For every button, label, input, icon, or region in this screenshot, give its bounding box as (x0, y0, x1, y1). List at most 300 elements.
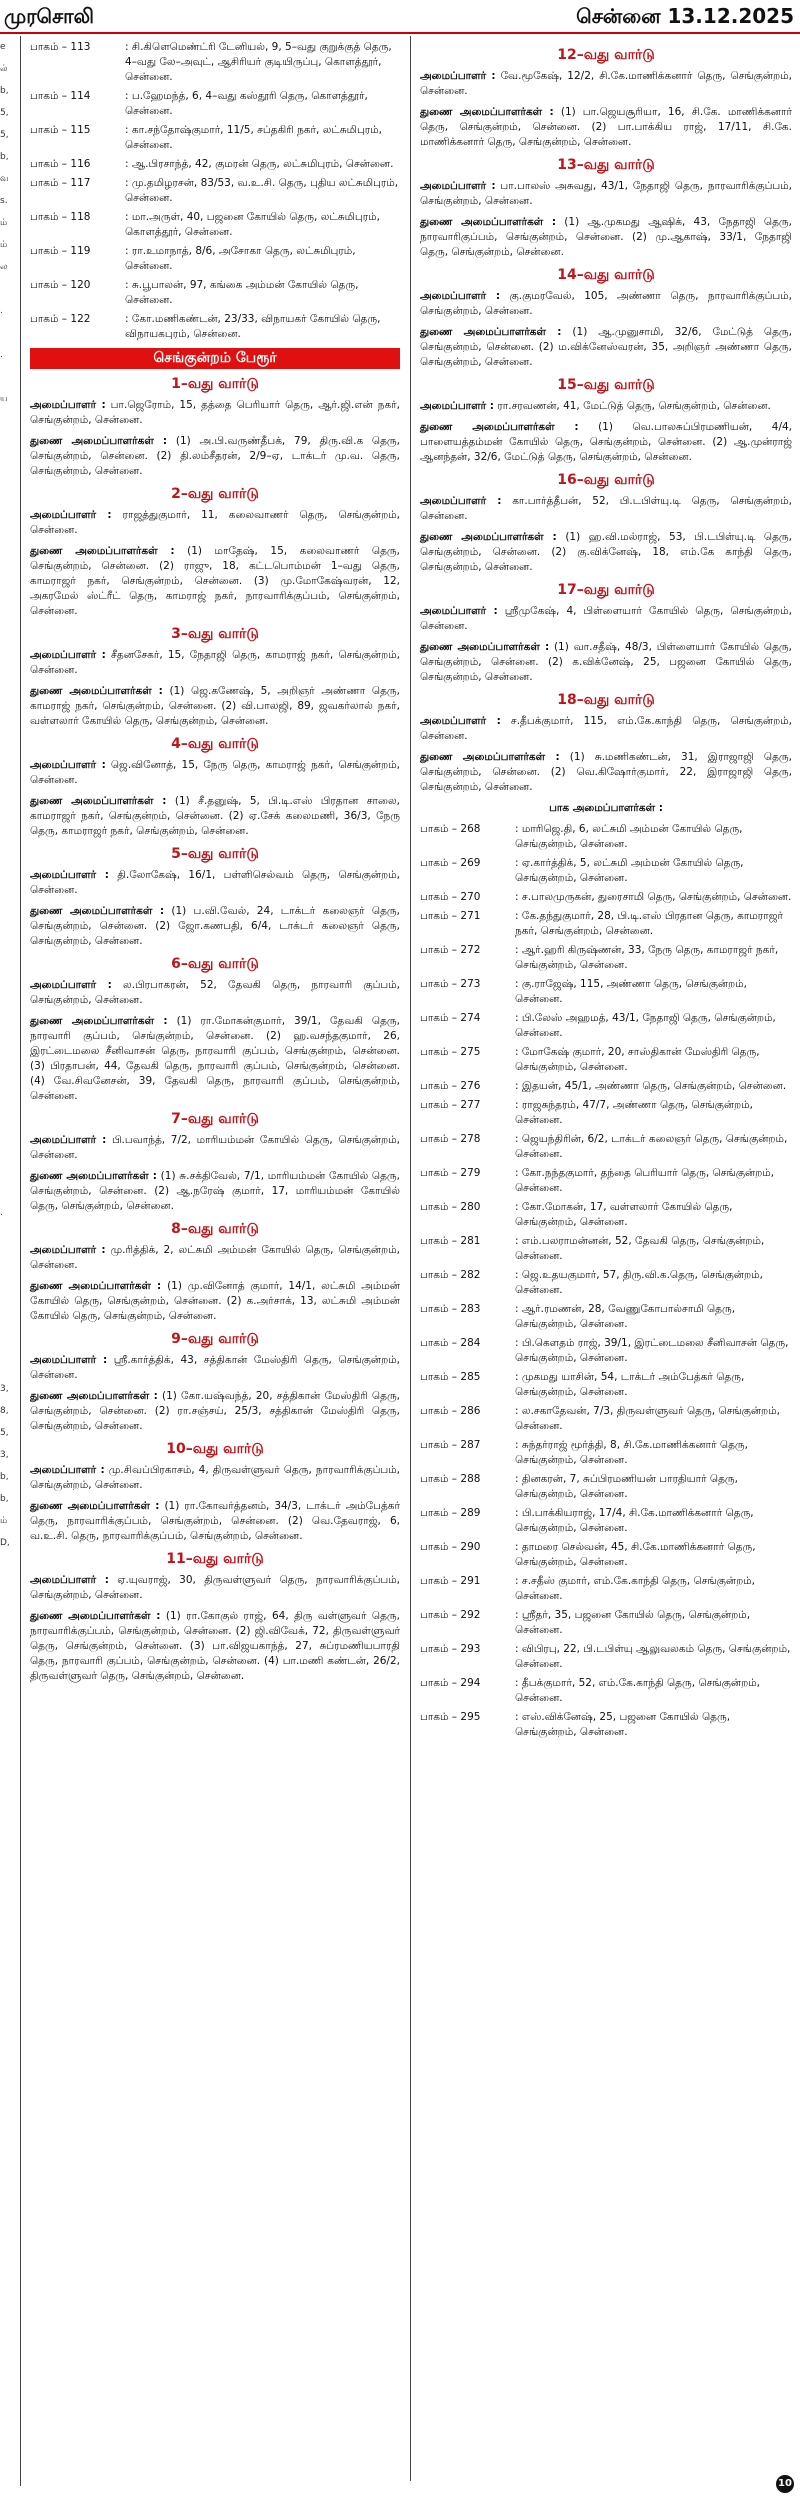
edge-fragment: 5, (0, 1428, 9, 1438)
edge-fragment (0, 850, 10, 872)
role-details: ராஜத்துகுமார், 11, கலைவாணர் தெரு, செங்குன்றம், சென்னை. (30, 509, 401, 536)
role-details: (1) கோ.யஷ்வந்த், 20, சத்திகான் மேஸ்திரி தெரு, செங்குன்றம், சென்னை. (2) ரா.சஞ்சய், 25/3, சத்திகான் மேஸ்திரி தெரு, செங்குன்றம், சென்னை. (30, 1390, 401, 1432)
booth-row (420, 1472, 792, 1502)
role-details: பா.ஜெரோம், 15, தத்தை பெரியார் தெரு, ஆர்.ஜி.என் நகர், செங்குன்றம், சென்னை. (30, 399, 400, 426)
booth-organizer: : மாரிஜெ.தி, 6, லட்சுமி அம்மன் கோயில் தெரு, செங்குன்றம், சென்னை. (515, 823, 743, 850)
role-label: அமைப்பாளர் : (420, 495, 502, 507)
booth-row (30, 244, 400, 274)
booth-organizer: : ச.சதீஸ் குமார், எம்.கே.காந்தி தெரு, செங்குன்றம், சென்னை. (515, 1575, 756, 1602)
edge-fragment (0, 740, 10, 762)
newspaper-name: முரசொலி (4, 4, 94, 28)
ward-entry (420, 105, 792, 150)
booth-row (30, 176, 400, 206)
ward-entry (30, 684, 400, 729)
edge-fragment (0, 1048, 10, 1070)
booth-label: பாகம் – 294 (420, 1677, 481, 1689)
edge-fragment (0, 1026, 10, 1048)
ward-entry (30, 434, 400, 479)
booth-row (420, 1404, 792, 1434)
edge-fragment (0, 1136, 10, 1158)
booth-row (420, 1438, 792, 1468)
booth-label: பாகம் – 118 (30, 211, 91, 223)
booth-organizer: : ஆர்.ஹரி கிருஷ்ணன், 33, நேரு தெரு, காமராஜர் நகர், செங்குன்றம், சென்னை. (515, 944, 779, 971)
role-label: துணை அமைப்பாளர்கள் : (30, 545, 175, 557)
booth-label: பாகம் – 272 (420, 944, 481, 956)
booth-row (420, 1079, 792, 1094)
booth-label: பாகம் – 113 (30, 41, 91, 53)
edge-fragment (0, 2060, 10, 2082)
booth-organizers-heading: பாக அமைப்பாளர்கள் : (549, 802, 663, 814)
column-divider (20, 36, 21, 2486)
edge-fragment: 8, (0, 1406, 9, 1416)
role-label: துணை அமைப்பாளர்கள் : (420, 751, 560, 763)
role-details: ச.தீபக்குமார், 115, எம்.கே.காந்தி தெரு, செங்குன்றம், சென்னை. (420, 715, 793, 742)
ward-title: 4–வது வார்டு (171, 736, 259, 752)
edge-fragment: 3, (0, 1450, 9, 1460)
booth-row (30, 89, 400, 119)
ward-entry (420, 494, 792, 524)
booth-label: பாகம் – 277 (420, 1099, 481, 1111)
role-details: கு.குமரவேல், 105, அண்ணா தெரு, நாரவாரிக்குப்பம், செங்குன்றம், சென்னை. (420, 290, 792, 317)
edge-fragment (0, 1004, 10, 1026)
edge-fragment: 5, (0, 108, 9, 118)
role-label: துணை அமைப்பாளர்கள் : (30, 685, 163, 697)
role-details: ஏ.யுவராஜ், 30, திருவள்ளுவர் தெரு, நாரவாரிக்குப்பம், செங்குன்றம், சென்னை. (30, 1574, 400, 1601)
role-details: (1) ஜெ.கணேஷ், 5, அறிஞர் அண்ணா தெரு, காமராஜ் நகர், செங்குன்றம், சென்னை. (2) வி.பாலஜி, 89, ஜவகர்லால் நகர், வள்ளலார் கோயில் தெரு, செங்குன்றம், சென்னை. (30, 685, 401, 727)
edge-fragment (0, 1114, 10, 1136)
role-label: துணை அமைப்பாளர்கள் : (30, 1170, 157, 1182)
ward-entry (30, 1609, 400, 1684)
edge-fragment: s. (0, 196, 8, 206)
role-label: அமைப்பாளர் : (30, 399, 106, 411)
role-label: அமைப்பாளர் : (30, 759, 106, 771)
role-details: பா.பாலஸ் அசுவது, 43/1, நேதாஜி தெரு, நாரவாரிக்குப்பம், செங்குன்றம், சென்னை. (420, 180, 792, 207)
ward-entry (30, 398, 400, 428)
edge-fragment: 5, (0, 130, 9, 140)
role-details: (1) அ.பி.வருண்தீபக், 79, திரு.வி.க தெரு, செங்குன்றம், சென்னை. (2) தி.லம்சீதரன், 2/9–ஏ, டாக்டர் மு.வ. தெரு, செங்குன்றம், சென்னை. (30, 435, 401, 477)
edge-fragment: ல் (0, 64, 8, 74)
booth-organizer: : கோ.நந்தகுமார், தந்தை பெரியார் தெரு, செங்குன்றம், சென்னை. (515, 1167, 775, 1194)
booth-row (420, 1098, 792, 1128)
ward-title: 14–வது வார்டு (557, 267, 655, 283)
ward-title: 18–வது வார்டு (557, 692, 655, 708)
booth-organizer: : மா.அருள், 40, பஜனை கோயில் தெரு, லட்சுமிபுரம், கொளத்தூர், சென்னை. (125, 211, 380, 238)
booth-label: பாகம் – 117 (30, 177, 91, 189)
edge-fragment: D, (0, 1538, 10, 1548)
edge-fragment (0, 1796, 10, 1818)
role-label: துணை அமைப்பாளர்கள் : (30, 1015, 168, 1027)
booth-organizer: : ப.ஹேமந்த், 6, 4–வது கஸ்தூரி தெரு, கொளத்தூர், சென்னை. (125, 90, 368, 117)
role-label: துணை அமைப்பாளர்கள் : (420, 641, 550, 653)
booth-row (30, 40, 400, 85)
booth-row (420, 1574, 792, 1604)
role-details: (1) வெ.பாலசுப்பிரமணியன், 4/4, பாளையத்தம்மன் கோயில் தெரு, செங்குன்றம், சென்னை. (2) ஆ.முன்ராஜ் ஆனந்தன், 32/6, மேட்டுத் தெரு, செங்குன்றம், சென்னை. (420, 421, 792, 463)
booth-organizer: : கே.தந்துகுமார், 28, பி.டி.எஸ் பிரதான தெரு, காமராஜர் நகர், செங்குன்றம், சென்னை. (515, 910, 783, 937)
booth-organizer: : தினகரன், 7, சுப்பிரமணியன் பாரதியார் தெரு, செங்குன்றம், சென்னை. (515, 1473, 738, 1500)
booth-label: பாகம் – 293 (420, 1643, 481, 1655)
role-details: தி.லோகேஷ், 16/1, பள்ளிசெல்வம் தெரு, செங்குன்றம், சென்னை. (30, 869, 400, 896)
booth-organizer: : எஸ்.விக்னேஷ், 25, பஜனை கோயில் தெரு, செங்குன்றம், சென்னை. (515, 1711, 731, 1738)
ward-title: 3–வது வார்டு (171, 626, 259, 642)
edge-fragment (0, 696, 10, 718)
booth-label: பாகம் – 287 (420, 1439, 481, 1451)
booth-label: பாகம் – 271 (420, 910, 481, 922)
role-details: (1) ரா.மோகன்குமார், 39/1, தேவகி தெரு, நாரவாரி குப்பம், செங்குன்றம், சென்னை. (2) ஹ.வசந்தகுமார், 26, இரட்டைமலை சீனிவாசன் தெரு, நாரவாரி குப்பம், செங்குன்றம், சென்னை. (3) பிரதாபன், 44, தேவகி தெரு, நாரவாரி குப்பம், செங்குன்றம், சென்னை. (4) வே.சிவனேசன், 39, தேவகி தெரு, நாரவாரி குப்பம், செங்குன்றம், சென்னை. (30, 1015, 400, 1102)
edge-fragment (0, 1686, 10, 1708)
edge-fragment (0, 1158, 10, 1180)
booth-row (420, 1302, 792, 1332)
booth-row (420, 1676, 792, 1706)
edge-fragment (0, 1906, 10, 1928)
booth-organizer: : சி.கிளெமெண்ட்ரி டேனியல், 9, 5–வது குறுக்குத் தெரு, 4–வது லே–அவுட், ஆசிரியர் குடியிருப்பு, கொளத்தூர், சென்னை. (125, 41, 392, 83)
booth-label: பாகம் – 292 (420, 1609, 481, 1621)
edge-fragment: ய (0, 394, 8, 404)
role-details: (1) ஆ.முனுசாமி, 32/6, மேட்டுத் தெரு, செங்குன்றம், சென்னை. (2) ம.விக்னேஸ்வரன், 35, அறிஞர் அண்ணா தெரு, செங்குன்றம், சென்னை. (420, 326, 792, 368)
booth-row (420, 1011, 792, 1041)
edition-date: சென்னை 13.12.2025 (576, 4, 794, 28)
booth-label: பாகம் – 119 (30, 245, 91, 257)
role-details: ஜெ.வினோத், 15, நேரு தெரு, காமராஜ் நகர், செங்குன்றம், சென்னை. (30, 759, 400, 786)
booth-label: பாகம் – 281 (420, 1235, 481, 1247)
edge-fragment (0, 2038, 10, 2060)
role-details: (1) சு.மணிகண்டன், 31, இராஜாஜி தெரு, செங்குன்றம், சென்னை. (2) வெ.கிஷோர்குமார், 22, இராஜாஜி தெரு, செங்குன்றம், சென்னை. (420, 751, 793, 793)
ward-entry (30, 1389, 400, 1434)
edge-fragment (0, 1708, 10, 1730)
edge-fragment (0, 410, 10, 432)
booth-organizer: : மோகேஷ் குமார், 20, சாஸ்திகான் மேஸ்திரி தெரு, செங்குன்றம், சென்னை. (515, 1046, 760, 1073)
role-details: ஸ்ரீமுகேஷ், 4, பிள்ளையார் கோயில் தெரு, செங்குன்றம், சென்னை. (420, 605, 792, 632)
role-details: மு.ரித்திக், 2, லட்சுமி அம்மன் கோயில் தெரு, செங்குன்றம், சென்னை. (30, 1244, 400, 1271)
ward-entry (30, 978, 400, 1008)
booth-organizer: : கு.ராஜேஷ், 115, அண்ணா தெரு, செங்குன்றம், சென்னை. (515, 978, 747, 1005)
edge-fragment (0, 718, 10, 740)
left-column (30, 40, 400, 1690)
booth-label: பாகம் – 120 (30, 279, 91, 291)
ward-entry (420, 69, 792, 99)
ward-entry (420, 750, 792, 795)
role-label: அமைப்பாளர் : (30, 1244, 106, 1256)
edge-fragment (0, 1950, 10, 1972)
booth-row (420, 1710, 792, 1740)
role-details: (1) மு.வினோத் குமார், 14/1, லட்சுமி அம்மன் கோயில் தெரு, செங்குன்றம், சென்னை. (2) க.அர்சாக், 13, லட்சுமி அம்மன் கோயில் தெரு, செங்குன்றம், சென்னை. (30, 1280, 400, 1322)
role-label: துணை அமைப்பாளர்கள் : (30, 795, 167, 807)
ward-title: 9–வது வார்டு (171, 1331, 259, 1347)
booth-label: பாகம் – 270 (420, 891, 481, 903)
booth-row (30, 123, 400, 153)
ward-entry (30, 508, 400, 538)
booth-label: பாகம் – 269 (420, 857, 481, 869)
ward-entry (30, 1353, 400, 1383)
role-label: துணை அமைப்பாளர்கள் : (420, 531, 557, 543)
edge-fragment (0, 1972, 10, 1994)
masthead (0, 0, 800, 34)
booth-label: பாகம் – 122 (30, 313, 91, 325)
booth-organizer: : முகமது யாசின், 54, டாக்டர் அம்பேத்கர் தெரு, செங்குன்றம், சென்னை. (515, 1371, 745, 1398)
booth-label: பாகம் – 285 (420, 1371, 481, 1383)
booth-row (30, 278, 400, 308)
booth-row (420, 856, 792, 886)
booth-row (420, 1506, 792, 1536)
edge-fragment (0, 432, 10, 454)
ward-title: 16–வது வார்டு (557, 472, 655, 488)
edge-fragment (0, 2082, 10, 2104)
booth-label: பாகம் – 116 (30, 158, 91, 170)
edge-fragment (0, 1752, 10, 1774)
ward-entry (420, 399, 792, 414)
ward-title: 15–வது வார்டு (557, 377, 655, 393)
ward-title: 17–வது வார்டு (557, 582, 655, 598)
edge-fragment (0, 894, 10, 916)
role-details: (1) ரா.கோவர்த்தனம், 34/3, டாக்டர் அம்பேத்கர் தெரு, நாரவாரிக்குப்பம், செங்குன்றம், சென்னை. (2) வெ.தேவராஜ், 6, வ.உ.சி. தெரு, நாரவாரிக்குப்பம், செங்குன்றம், சென்னை. (30, 1500, 400, 1542)
edge-fragment: b, (0, 1494, 9, 1504)
booth-label: பாகம் – 274 (420, 1012, 481, 1024)
ward-entry (420, 179, 792, 209)
ward-entry (30, 1499, 400, 1544)
booth-row (420, 1336, 792, 1366)
edge-fragment (0, 762, 10, 784)
booth-organizer: : ஸ்ரீதர், 35, பஜனை கோயில் தெரு, செங்குன்றம், சென்னை. (515, 1609, 751, 1636)
edge-fragment: ம் (0, 240, 8, 250)
booth-label: பாகம் – 279 (420, 1167, 481, 1179)
edge-fragment (0, 872, 10, 894)
role-label: அமைப்பாளர் : (420, 180, 496, 192)
booth-row (420, 890, 792, 905)
booth-label: பாகம் – 282 (420, 1269, 481, 1281)
edge-fragment (0, 1620, 10, 1642)
edge-fragment (0, 1642, 10, 1664)
role-details: கா.பார்த்தீபன், 52, பி.டபிள்யு.டி தெரு, செங்குன்றம், சென்னை. (420, 495, 792, 522)
booth-organizer: : ஜெ.உதயகுமார், 57, திரு.வி.க.தெரு, செங்குன்றம், சென்னை. (515, 1269, 763, 1296)
edge-fragment (0, 1246, 10, 1268)
booth-label: பாகம் – 273 (420, 978, 481, 990)
role-details: (1) ஆ.முகமது ஆஷிக், 43, நேதாஜி தெரு, நாரவாரிகுப்பம், செங்குன்றம், சென்னை. (2) மு.ஆகாஷ், 33/1, நேதாஜி தெரு, செங்குன்றம், சென்னை. (420, 216, 793, 258)
booth-organizer: : தீபக்குமார், 52, எம்.கே.காந்தி தெரு, செங்குன்றம், சென்னை. (515, 1677, 761, 1704)
booth-organizer: : ஆ.பிரசாந்த், 42, குமரன் தெரு, லட்சுமிபுரம், சென்னை. (125, 158, 394, 170)
booth-label: பாகம் – 284 (420, 1337, 481, 1349)
edge-fragment: ம் (0, 218, 8, 228)
role-label: துணை அமைப்பாளர்கள் : (30, 905, 165, 917)
ward-entry (30, 904, 400, 949)
booth-organizer: : கா.சந்தோஷ்குமார், 11/5, சப்தகிரி நகர், லட்சுமிபுரம், சென்னை. (125, 124, 382, 151)
booth-organizer: : மு.தமிழரசன், 83/53, வ.உ.சி. தெரு, புதிய லட்சுமிபுரம், சென்னை. (125, 177, 399, 204)
edge-fragment: b, (0, 152, 9, 162)
booth-label: பாகம் – 276 (420, 1080, 481, 1092)
ward-entry (420, 714, 792, 744)
edge-fragment (0, 982, 10, 1004)
booth-label: பாகம் – 295 (420, 1711, 481, 1723)
booth-list (30, 40, 400, 342)
edge-fragment (0, 806, 10, 828)
ward-entry (420, 530, 792, 575)
booth-label: பாகம் – 290 (420, 1541, 481, 1553)
edge-fragment (0, 960, 10, 982)
edge-fragment (0, 366, 10, 388)
role-label: அமைப்பாளர் : (30, 979, 112, 991)
booth-organizer: : ராஜசுந்தரம், 47/7, அண்ணா தெரு, செங்குன்றம், சென்னை. (515, 1099, 753, 1126)
edge-fragment: . (0, 306, 3, 316)
role-label: துணை அமைப்பாளர்கள் : (30, 435, 168, 447)
booth-organizer: : பி.பாக்கியராஜ், 17/4, சி.கே.மாணிக்கனார் தெரு, செங்குன்றம், சென்னை. (515, 1507, 754, 1534)
booth-organizer: : ல.சகாதேவன், 7/3, திருவள்ளுவர் தெரு, செங்குன்றம், சென்னை. (515, 1405, 780, 1432)
booth-row (420, 1608, 792, 1638)
edge-fragment (0, 454, 10, 476)
role-label: துணை அமைப்பாளர்கள் : (420, 421, 579, 433)
role-label: துணை அமைப்பாளர்கள் : (30, 1390, 158, 1402)
edge-fragment (0, 1664, 10, 1686)
edge-fragment: . (0, 1208, 3, 1218)
booth-label: பாகம் – 278 (420, 1133, 481, 1145)
edge-fragment (0, 1576, 10, 1598)
booth-organizer: : பி.லேஸ் அஹமத், 43/1, நேதாஜி தெரு, செங்குன்றம், சென்னை. (515, 1012, 776, 1039)
ward-entry (30, 1279, 400, 1324)
role-label: துணை அமைப்பாளர்கள் : (420, 326, 562, 338)
ward-entry (30, 1573, 400, 1603)
ward-title: 6–வது வார்டு (171, 956, 259, 972)
ward-title: 11–வது வார்டு (166, 1551, 264, 1567)
role-label: துணை அமைப்பாளர்கள் : (30, 1280, 162, 1292)
role-label: துணை அமைப்பாளர்கள் : (420, 106, 554, 118)
column-divider (410, 36, 411, 2481)
booth-label: பாகம் – 291 (420, 1575, 481, 1587)
edge-fragment (0, 784, 10, 806)
booth-row (420, 822, 792, 852)
booth-label: பாகம் – 289 (420, 1507, 481, 1519)
edge-fragment (0, 542, 10, 564)
edge-fragment (0, 498, 10, 520)
edge-fragment (0, 1554, 10, 1576)
edge-fragment (0, 1994, 10, 2016)
edge-fragment (0, 1598, 10, 1620)
edge-fragment (0, 586, 10, 608)
ward-entry (420, 215, 792, 260)
edge-fragment (0, 1092, 10, 1114)
ward-entry (420, 420, 792, 465)
role-details: (1) மாதேஷ், 15, கலைவாணர் தெரு, செங்குன்றம், சென்னை. (2) ராஜு, 18, கட்டபொம்மன் 1–வது தெரு, காமராஜர் நகர், செங்குன்றம், சென்னை. (3) மு.மோகேஷ்வரன், 12, அகரமேல் ஸ்ட்ரீட் தெரு, காமராஜ் நகர், நாரவாரிக்குப்பம், செங்குன்றம், சென்னை. (30, 545, 400, 617)
role-details: வே.மூகேஷ், 12/2, சி.கே.மாணிக்கனார் தெரு, செங்குன்றம், சென்னை. (420, 70, 792, 97)
ward-title: 5–வது வார்டு (171, 846, 259, 862)
role-details: (1) ப.வி.வேல், 24, டாக்டர் கலைஞர் தெரு, செங்குன்றம், சென்னை. (2) ஜோ.கணபதி, 6/4, டாக்டர் கலைஞர் தெரு, செங்குன்றம், சென்னை. (30, 905, 400, 947)
booth-row (30, 210, 400, 240)
booth-organizer: : ஜெயந்திரின், 6/2, டாக்டர் கலைஞர் தெரு, செங்குன்றம், சென்னை. (515, 1133, 788, 1160)
booth-list (420, 822, 792, 1740)
ward-title: 10–வது வார்டு (166, 1441, 264, 1457)
edge-fragment (0, 608, 10, 630)
section-banner: செங்குன்றம் பேரூர் (30, 348, 400, 369)
ward-entry (30, 648, 400, 678)
role-details: (1) ரா.கோகுல் ராஜ், 64, திரு வள்ளுவர் தெரு, நாரவாரிக்குப்பம், செங்குன்றம், சென்னை. (2) ஜி.விவேக், 72, திருவள்ளுவர் தெரு, செங்குன்றம், சென்னை. (3) பா.விஜயகாந்த், 27, சுப்ரமணியபாரதி தெரு, நாரவாரி குப்பம், செங்குன்றம், சென்னை. (4) பா.மணி கண்டன், 26/2, திருவள்ளுவர் தெரு, செங்குன்றம், சென்னை. (30, 1610, 400, 1682)
ward-list (30, 377, 400, 1684)
role-label: அமைப்பாளர் : (420, 400, 494, 412)
role-label: துணை அமைப்பாளர்கள் : (30, 1500, 160, 1512)
ward-entry (30, 868, 400, 898)
role-label: அமைப்பாளர் : (420, 290, 501, 302)
edge-fragment (0, 564, 10, 586)
role-details: (1) சீ.தனுஷ், 5, பி.டி.எஸ் பிரதான சாலை, காமராஜர் நகர், செங்குன்றம், சென்னை. (2) ஏ.சேக் கலைமணி, 36/3, நேரு தெரு, காமராஜர் நகர், செங்குன்றம், சென்னை. (30, 795, 401, 837)
edge-fragment (0, 938, 10, 960)
ward-title: 8–வது வார்டு (171, 1221, 259, 1237)
booth-row (420, 1166, 792, 1196)
edge-fragment (0, 1356, 10, 1378)
edge-fragment: வ (0, 174, 9, 184)
edge-fragment: ம் (0, 1516, 8, 1526)
booth-organizer: : கோ.மோகன், 17, வள்ளலார் கோயில் தெரு, செங்குன்றம், சென்னை. (515, 1201, 733, 1228)
role-details: ரா.சரவணன், 41, மேட்டுத் தெரு, செங்குன்றம், சென்னை. (493, 400, 771, 412)
booth-organizer: : விபிரபு, 22, பி.டபிள்யு ஆலுவலகம் தெரு, செங்குன்றம், சென்னை. (515, 1643, 791, 1670)
role-details: ல.பிரபாகரன், 52, தேவகி தெரு, நாரவாரி குப்பம், செங்குன்றம், சென்னை. (30, 979, 401, 1006)
booth-organizer: : பி.கௌதம் ராஜ், 39/1, இரட்டைமலை சீனிவாசன் தெரு, செங்குன்றம், சென்னை. (515, 1337, 789, 1364)
ward-entry (30, 1243, 400, 1273)
edge-fragment: ல (0, 262, 8, 272)
ward-title: 1–வது வார்டு (171, 376, 259, 392)
edge-fragment: b, (0, 86, 9, 96)
ward-entry (30, 1014, 400, 1104)
booth-label: பாகம் – 114 (30, 90, 91, 102)
booth-organizer: : கோ.மணிகண்டன், 23/33, விநாயகர் கோயில் தெரு, விநாயகபுரம், சென்னை. (125, 313, 381, 340)
ward-entry (30, 1133, 400, 1163)
booth-row (420, 1642, 792, 1672)
edge-fragment: 3, (0, 1384, 9, 1394)
role-label: அமைப்பாளர் : (420, 715, 501, 727)
booth-row (30, 157, 400, 172)
role-label: அமைப்பாளர் : (30, 1134, 107, 1146)
booth-row (420, 1234, 792, 1264)
edge-fragment: e (0, 42, 6, 52)
booth-label: பாகம் – 115 (30, 124, 91, 136)
ward-title: 13–வது வார்டு (557, 157, 655, 173)
left-edge-text (0, 36, 10, 2486)
role-label: அமைப்பாளர் : (30, 1464, 105, 1476)
booth-organizer: : ஏ.கார்த்திக், 5, லட்சுமி அம்மன் கோயில் தெரு, செங்குன்றம், சென்னை. (515, 857, 744, 884)
role-label: துணை அமைப்பாளர்கள் : (420, 216, 557, 228)
edge-fragment (0, 652, 10, 674)
right-column (420, 40, 792, 1744)
role-details: பி.பவாந்த், 7/2, மாரியம்மன் கோயில் தெரு, செங்குன்றம், சென்னை. (30, 1134, 400, 1161)
role-label: அமைப்பாளர் : (420, 70, 496, 82)
edge-fragment (0, 1884, 10, 1906)
edge-fragment: . (0, 350, 3, 360)
edge-fragment (0, 1290, 10, 1312)
ward-entry (420, 640, 792, 685)
role-details: (1) ஹ.வி.மல்ராஜ், 53, பி.டபிள்யு.டி தெரு, செங்குன்றம், சென்னை. (2) கு.விக்னேஷ், 18, எம்.கே காந்தி தெரு, செங்குன்றம், சென்னை. (420, 531, 792, 573)
edge-fragment (0, 630, 10, 652)
booth-organizer: : தாமரை செல்வன், 45, சி.கே.மாணிக்கனார் தெரு, செங்குன்றம், சென்னை. (515, 1541, 756, 1568)
role-details: (1) வா.சதீஷ், 48/3, பிள்ளையார் கோயில் தெரு, செங்குன்றம், சென்னை. (2) க.விக்னேஷ், 25, பஜனை கோயில் தெரு, செங்குன்றம், சென்னை. (420, 641, 792, 683)
edge-fragment (0, 1928, 10, 1950)
booth-label: பாகம் – 283 (420, 1303, 481, 1315)
edge-fragment (0, 1268, 10, 1290)
booth-row (420, 1045, 792, 1075)
booth-organizer: : இதயன், 45/1, அண்ணா தெரு, செங்குன்றம், சென்னை. (515, 1080, 787, 1092)
ward-entry (30, 1463, 400, 1493)
booth-row (420, 977, 792, 1007)
ward-entry (30, 1169, 400, 1214)
booth-label: பாகம் – 268 (420, 823, 481, 835)
edge-fragment (0, 1774, 10, 1796)
ward-entry (30, 794, 400, 839)
ward-title: 7–வது வார்டு (171, 1111, 259, 1127)
edge-fragment (0, 1070, 10, 1092)
role-label: அமைப்பாளர் : (30, 509, 112, 521)
role-label: அமைப்பாளர் : (420, 605, 498, 617)
role-details: சீதனசேகர், 15, நேதாஜி தெரு, காமராஜ் நகர், செங்குன்றம், சென்னை. (30, 649, 400, 676)
edge-fragment (0, 322, 10, 344)
edge-fragment: b, (0, 1472, 9, 1482)
booth-label: பாகம் – 280 (420, 1201, 481, 1213)
booth-label: பாகம் – 275 (420, 1046, 481, 1058)
edge-fragment (0, 1224, 10, 1246)
role-label: துணை அமைப்பாளர்கள் : (30, 1610, 161, 1622)
ward-title: 2–வது வார்டு (171, 486, 259, 502)
